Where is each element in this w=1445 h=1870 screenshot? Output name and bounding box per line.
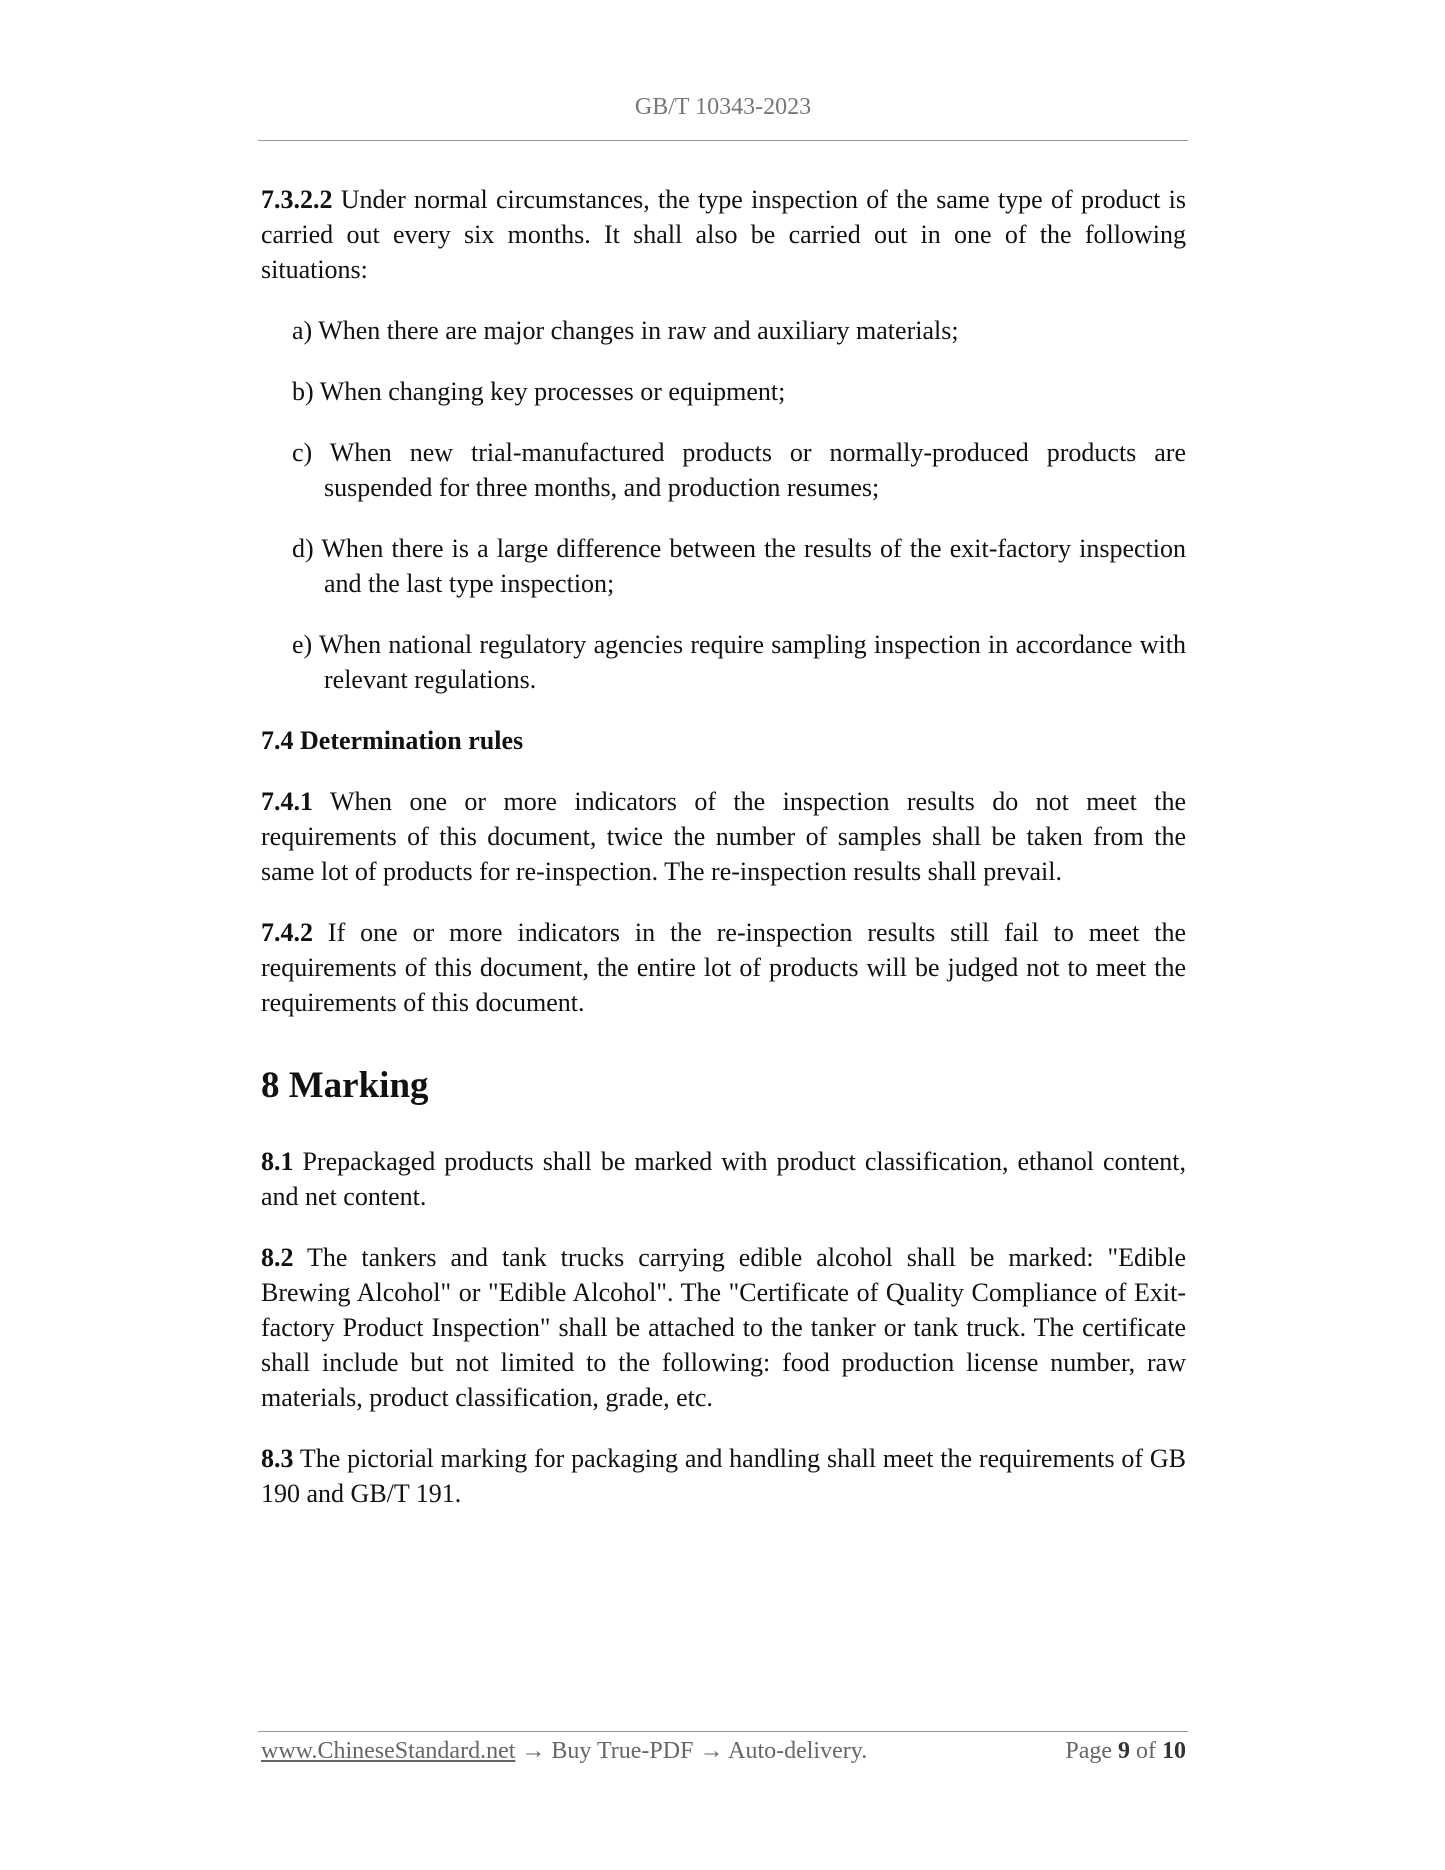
clause-number: 8.1 — [261, 1147, 294, 1176]
clause-text: The pictorial marking for packaging and handling shall meet the requirements of GB 190 and GB/T 191. — [261, 1444, 1186, 1508]
footer-promo — [261, 1735, 867, 1767]
header-divider — [258, 140, 1188, 141]
clause-7-3-2-2 — [261, 182, 1186, 287]
clause-text: Prepackaged products shall be marked with product classification, ethanol content, and net content. — [261, 1147, 1186, 1211]
clause-number: 7.4.2 — [261, 918, 313, 947]
situation-list — [261, 313, 1186, 697]
list-item: a) When there are major changes in raw and auxiliary materials; — [292, 316, 959, 345]
clause-number: 7.4.1 — [261, 787, 313, 816]
clause-8-2 — [261, 1240, 1186, 1415]
list-item: b) When changing key processes or equipment; — [292, 377, 786, 406]
clause-number: 8.2 — [261, 1243, 294, 1272]
page-label: Page — [1065, 1738, 1118, 1764]
clause-7-4-1 — [261, 784, 1186, 889]
subsection-heading-7-4: 7.4 Determination rules — [261, 726, 524, 755]
clause-text: If one or more indicators in the re-inspection results still fail to meet the requirements of this document, the entire lot of products will be judged not to meet the requirements of this document. — [261, 918, 1186, 1017]
total-pages: 10 — [1162, 1738, 1186, 1764]
footer-promo-text: → Buy True-PDF → Auto-delivery. — [515, 1738, 868, 1764]
page-header: GB/T 10343-2023 — [634, 94, 812, 120]
clause-8-3 — [261, 1441, 1186, 1511]
clause-number: 7.3.2.2 — [261, 185, 333, 214]
list-item: e) When national regulatory agencies require sampling inspection in accordance with relevant regulations. — [292, 630, 1186, 694]
section-heading-8: 8 Marking — [261, 1065, 429, 1106]
clause-text: When one or more indicators of the inspection results do not meet the requirements of this document, twice the number of samples shall be taken from the same lot of products for re-inspection. The re-inspection results shall prevail. — [261, 787, 1186, 886]
list-item: c) When new trial-manufactured products or normally-produced products are suspended for three months, and production resumes; — [292, 438, 1186, 502]
footer-divider — [258, 1731, 1188, 1732]
of-label: of — [1130, 1738, 1162, 1764]
page-number — [1065, 1735, 1186, 1767]
clause-text: Under normal circumstances, the type inspection of the same type of product is carried out every six months. It shall also be carried out in one of the following situations: — [261, 185, 1186, 284]
clause-7-4-2 — [261, 915, 1186, 1020]
clause-text: The tankers and tank trucks carrying edible alcohol shall be marked: "Edible Brewing Alcohol" or "Edible Alcohol". The "Certificate of Quality Compliance of Exit-factory Product Inspection" shall be attached to the tanker or tank truck. The certificate shall include but not limited to the following: food production license number, raw materials, product classification, grade, etc. — [261, 1243, 1186, 1412]
clause-8-1 — [261, 1144, 1186, 1214]
current-page: 9 — [1118, 1738, 1130, 1764]
clause-number: 8.3 — [261, 1444, 294, 1473]
list-item: d) When there is a large difference between the results of the exit-factory inspection and the last type inspection; — [292, 534, 1186, 598]
page-content — [261, 182, 1186, 1537]
website-link[interactable]: www.ChineseStandard.net — [261, 1738, 516, 1764]
